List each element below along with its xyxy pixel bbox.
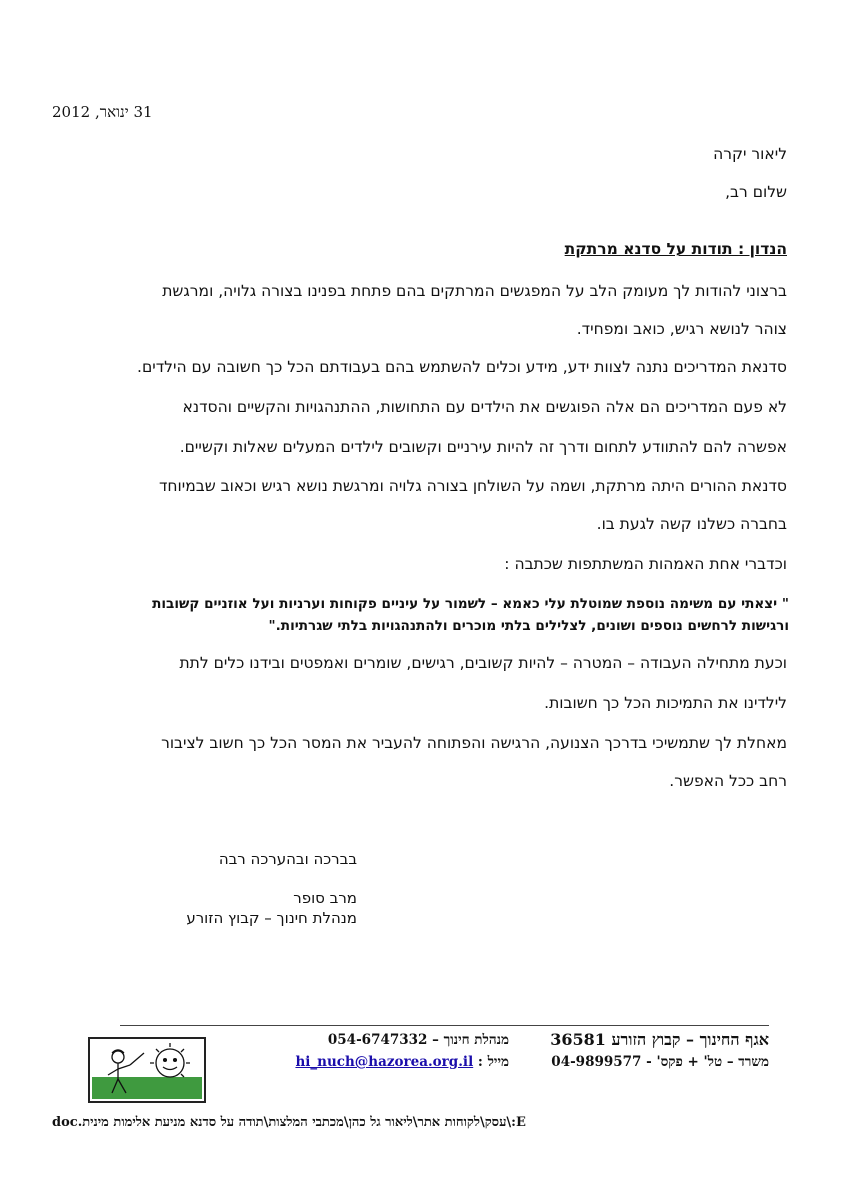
letter-date: 31 ינואר, 2012 [52,103,153,121]
quote-line-1: " יצאתי עם משימה נוספת שמוטלת עלי כאמא – לשמור על עיניים פקוחות וערניות ועל אוזניים קשובות [152,596,789,612]
quote-line-2: ורגישות לרחשים נוספים ושונים, לצלילים בלתי מוכרים ולהתנהגויות בלתי שגרתיות." [268,618,789,634]
footer-email-label: מייל : [477,1054,509,1070]
paragraph-1-line-1: ברצוני להודות לך מעומק הלב על המפגשים המרתקים בהם פתחת בפנינו בצורה גלויה, ומרגשת [162,282,787,300]
parent-quote [40,593,789,637]
paragraph-5-line-1: וכעת מתחילה העבודה – המטרה – להיות קשובים, רגישים, שומרים ואמפטים ובידנו כלים לתת [179,654,787,672]
footer-office-phone: משרד – טל' + פקס' - 04-9899577 [551,1054,769,1070]
paragraph-5-line-2: לילדינו את התמיכות הכל כך חשובות. [544,694,787,712]
paragraph-6-line-1: מאחלת לך שתמשיכי בדרכך הצנועה, הרגישה והפתוחה להעביר את המסר הכל כך חשוב לציבור [161,734,787,752]
signer-name: מרב סופר [293,889,357,907]
signer-title: מנהלת חינוך – קבוץ הזורע [186,909,357,927]
paragraph-2-line-1: סדנאת המדריכים נתנה לצוות ידע, מידע וכלים להשתמש בהם בעבודתם הכל כך חשובה עם הילדים. [137,358,787,376]
paragraph-2-line-3: אפשרה להם להתוודע לתחום ודרך זה להיות עירניים וקשובים לילדים המעלים שאלות וקשיים. [179,438,787,456]
paragraph-3-line-1: סדנאת ההורים היתה מרתקת, ושמה על השולחן בצורה גלויה ומרגשת נושא רגיש וכאוב שבמיוחד [158,477,787,495]
closing: בברכה ובהערכה רבה [218,850,357,868]
greeting: שלום רב, [725,183,787,201]
paragraph-4: וכדברי אחת האמהות המשתתפות שכתבה : [504,555,787,573]
paragraph-6-line-2: רחב ככל האפשר. [669,772,787,790]
paragraph-3-line-2: בחברה כשלנו קשה לגעת בו. [596,515,787,533]
recipient: ליאור יקרה [713,145,787,163]
footer-manager-phone: מנהלת חינוך – 054-6747332 [327,1032,509,1048]
paragraph-2-line-2: לא פעם המדריכים הם אלה הפוגשים את הילדים עם התחושות, ההתנהגויות והקשיים והסדנא [182,398,787,416]
footer-org: אגף החינוך – קבוץ הזורע 36581 [550,1030,769,1049]
paragraph-1-line-2: צוהר לנושא רגיש, כואב ומפחיד. [576,320,787,338]
footer-email-link[interactable]: hi_nuch@hazorea.org.il [295,1054,474,1070]
footer-email-row [295,1054,509,1070]
footer-divider [120,1025,769,1026]
sun-child-logo-icon [88,1037,206,1103]
file-path: E:\עסק\לקוחות אתר\ליאור גל כהן\מכתבי המלצות\תודה על סדנא מניעת אלימות מינית.doc [52,1115,526,1130]
subject-line: הנדון : תודות על סדנא מרתקת [564,240,787,258]
